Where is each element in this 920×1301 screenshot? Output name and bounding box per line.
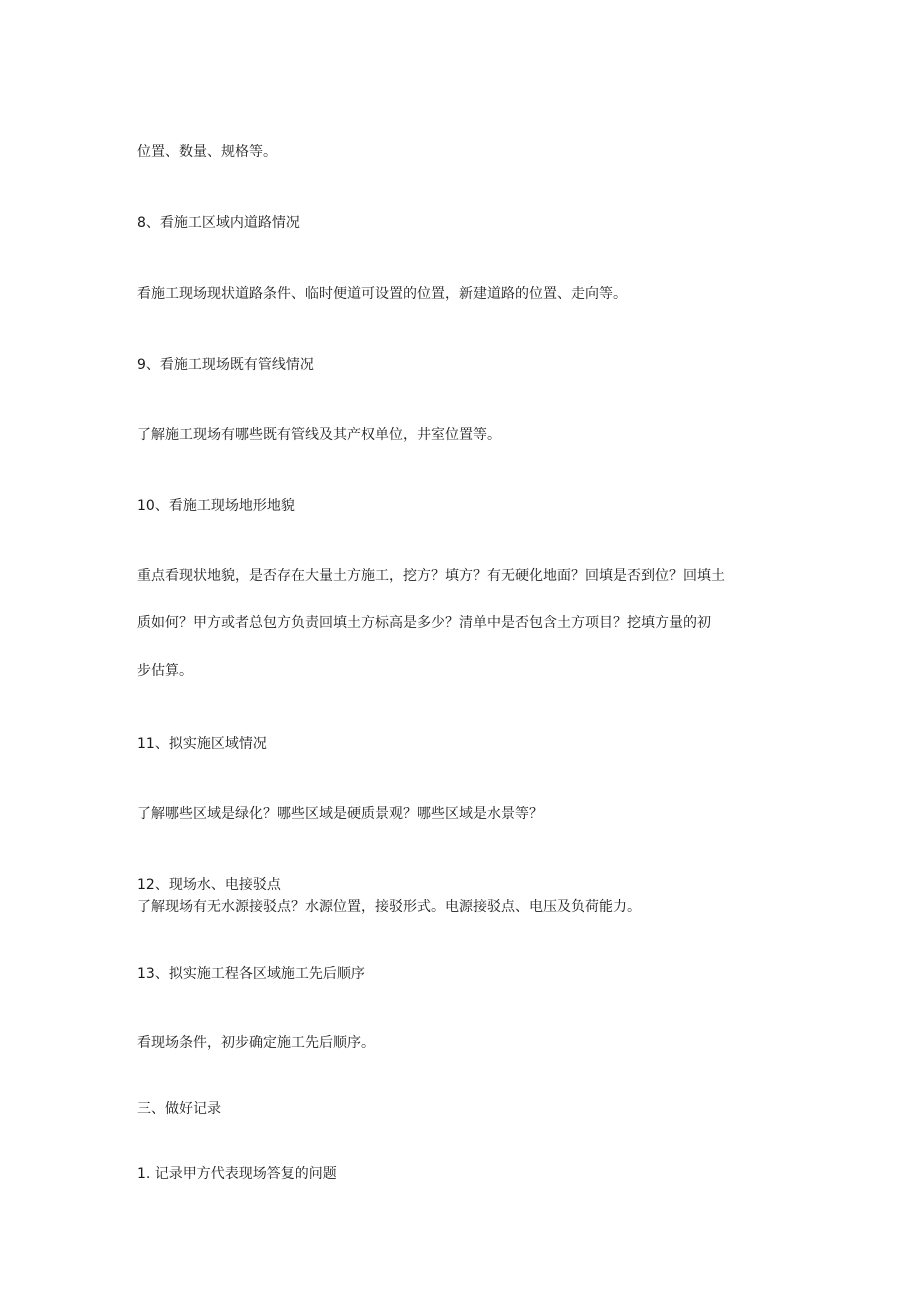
section-heading-12: 12、现场水、电接驳点 <box>137 877 281 893</box>
section-heading-9: 9、看施工现场既有管线情况 <box>137 357 314 373</box>
body-text: 了解现场有无水源接驳点？水源位置，接驳形式。电源接驳点、电压及负荷能力。 <box>137 899 641 915</box>
body-text: 位置、数量、规格等。 <box>137 144 277 160</box>
section-heading-8: 8、看施工区域内道路情况 <box>137 215 300 231</box>
section-heading-10: 10、看施工现场地形地貌 <box>137 498 295 514</box>
chapter-heading: 三、做好记录 <box>137 1101 221 1117</box>
body-text: 看现场条件，初步确定施工先后顺序。 <box>137 1035 375 1051</box>
body-text: 了解施工现场有哪些既有管线及其产权单位，井室位置等。 <box>137 427 501 443</box>
body-text: 重点看现状地貌，是否存在大量土方施工，挖方？填方？有无硬化地面？回填是否到位？回填土 <box>137 568 725 584</box>
body-text: 质如何？甲方或者总包方负责回填土方标高是多少？清单中是否包含土方项目？挖填方量的初 <box>137 615 711 631</box>
section-heading-13: 13、拟实施工程各区域施工先后顺序 <box>137 966 365 982</box>
section-heading-11: 11、拟实施区域情况 <box>137 736 267 752</box>
list-item: 1. 记录甲方代表现场答复的问题 <box>137 1166 337 1182</box>
body-text: 看施工现场现状道路条件、临时便道可设置的位置，新建道路的位置、走向等。 <box>137 286 627 302</box>
body-text: 步估算。 <box>137 663 193 679</box>
body-text: 了解哪些区域是绿化？哪些区域是硬质景观？哪些区域是水景等？ <box>137 806 543 822</box>
